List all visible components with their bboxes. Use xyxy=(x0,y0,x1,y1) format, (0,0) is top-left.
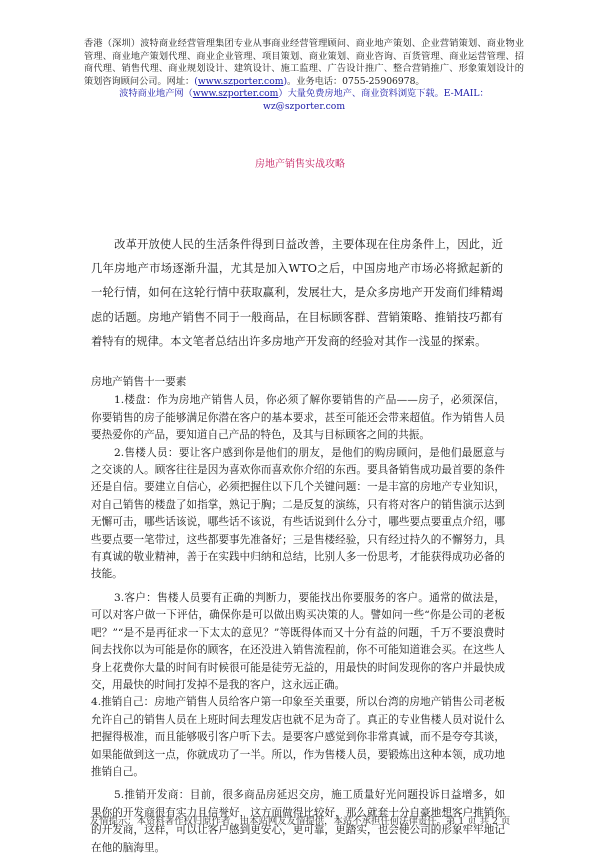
email-link[interactable]: wz@szporter.com xyxy=(262,100,346,112)
website-link[interactable]: (www.szporter.com) xyxy=(194,75,288,87)
site-link[interactable]: www.szporter.com xyxy=(192,88,279,100)
list-item: 2.售楼人员：要让客户感到你是他们的朋友，是他们的购房顾问，是他们最愿意与之交谈的人。顾客往往是因为喜欢你而喜欢你介绍的东西。要具备销售成功最首要的条件还是自信。要建立自信心，必须把握住以下几个关键问题：一是丰富的房地产专业知识，对自己销售的楼盘了如指掌，熟记于胸；二是反复的演练，只有将对客户的销售演示达到无懈可击，哪些话该说，哪些话不该说，有些话说到什么分寸，哪些要点要重点介绍，哪些要点要一笔带过，这些都要事先准备好；三是售楼经验，只有经过持久的不懈努力，具有真诚的敬业精神，善于在实践中归纳和总结，比别人多一份思考，才能获得成功必备的技能。 xyxy=(91,446,505,581)
phone-number: 0755-25906978 xyxy=(342,75,416,87)
list-item: 3.客户：售楼人员要有正确的判断力，要能找出你要服务的客户。通常的做法是，可以对客户做一下评估，确保你是可以做出购买决策的人。譬如问一些“你是公司的老板吧？”“是不是再征求一下太太的意见？”等既得体而又十分有益的问题，千万不要浪费时间去找你以为可能是你的顾客，在还没进入销售流程前，你不可能知道谁会买。在这些人身上花费你大量的时间有时候很可能是徒劳无益的，用最快的时间发现你的客户并最快成交，用最快的时间打发掉不是我的客户，这永远正确。 xyxy=(91,591,505,691)
document-body xyxy=(91,374,505,857)
phone-label: 。业务电话： xyxy=(287,75,343,87)
page-footer: 友情提示：本资料著作权归原作者，由本站网友友情提供，本站不承担任何法律责任。第 1 页 共 2 页 xyxy=(89,816,511,827)
list-item: 5.推销开发商：目前，很多商品房延迟交房，施工质量好光问题投诉日益增多，如果你的开发商很有实力且信誉好，这方面做得比较好，那么就套十分自豪地想客户推销你的开发商，这样，可以让客户感到更安心，更可靠，更踏实，也会使公司的形象牢牢地记在他的脑海里。 xyxy=(91,789,505,854)
list-item: 4.推销自己：房地产销售人员给客户第一印象至关重要，所以台湾的房地产销售公司老板允许自己的销售人员在上班时间去理发店也就不足为奇了。真正的专业售楼人员对说什么把握得极准，而且能够吸引客户听下去。是要客户感觉到你非常真诚，而不是夸夸其谈，如果能做到这一点，你就成功了一半。所以，作为售楼人员，要锻炼出这种本领，成功地推销自己。 xyxy=(91,696,505,778)
document-title: 房地产销售实战攻略 xyxy=(255,159,345,170)
site-banner-line: 波特商业地产网（www.szporter.com）大量免费房地产、商业资料浏览下载。E-MAIL：wz@szporter.com xyxy=(119,88,489,112)
list-item: 1.楼盘：作为房地产销售人员，你必须了解你要销售的产品——房子，必须深信，你要销售的房子能够满足你潜在客户的基本要求，甚至可能还会带来超值。作为销售人员要热爱你的产品，要知道自己产品的特色，及其与目标顾客之间的共振。 xyxy=(91,394,505,442)
page-header: 香港（深圳）波特商业经营管理集团专业从事商业经营管理顾问、商业地产策划、企业营销策划、商业物业管理、商业地产策划代理、商业企业管理、项目策划、商业策划、商业咨询、百货管理、商业运营管理、招商代理、销售代理、商业规划设计、建筑设计、施工监理、广告设计推广、整合营销推广、形象策划设计的策划咨询顾问公司。网址：(www.szporter.com)。业务电话：0755-25906978。 波特商业地产网（www.szporter.com）大量免费房地产、商业资料浏览下载。E-MAIL：wz@szporter.com xyxy=(84,38,524,112)
company-description: 香港（深圳）波特商业经营管理集团专业从事商业经营管理顾问、商业地产策划、企业营销策划、商业物业管理、商业地产策划代理、商业企业管理、项目策划、商业策划、商业咨询、百货管理、商业运营管理、招商代理、销售代理、商业规划设计、建筑设计、施工监理、广告设计推广、整合营销推广、形象策划设计的策划咨询顾问公司。网址： xyxy=(84,38,524,87)
intro-paragraph: 改革开放使人民的生活条件得到日益改善，主要体现在住房条件上，因此，近几年房地产市场逐渐升温，尤其是加入WTO之后，中国房地产市场必将掀起新的一轮行情，如何在这轮行情中获取赢利，发展壮大，是众多房地产开发商们绯精竭虑的话题。房地产销售不同于一般商品，在目标顾客群、营销策略、推销技巧都有着特有的规律。本文笔者总结出许多房地产开发商的经验对其作一浅显的探索。 xyxy=(91,238,503,348)
section-title: 房地产销售十一要素 xyxy=(91,376,187,388)
